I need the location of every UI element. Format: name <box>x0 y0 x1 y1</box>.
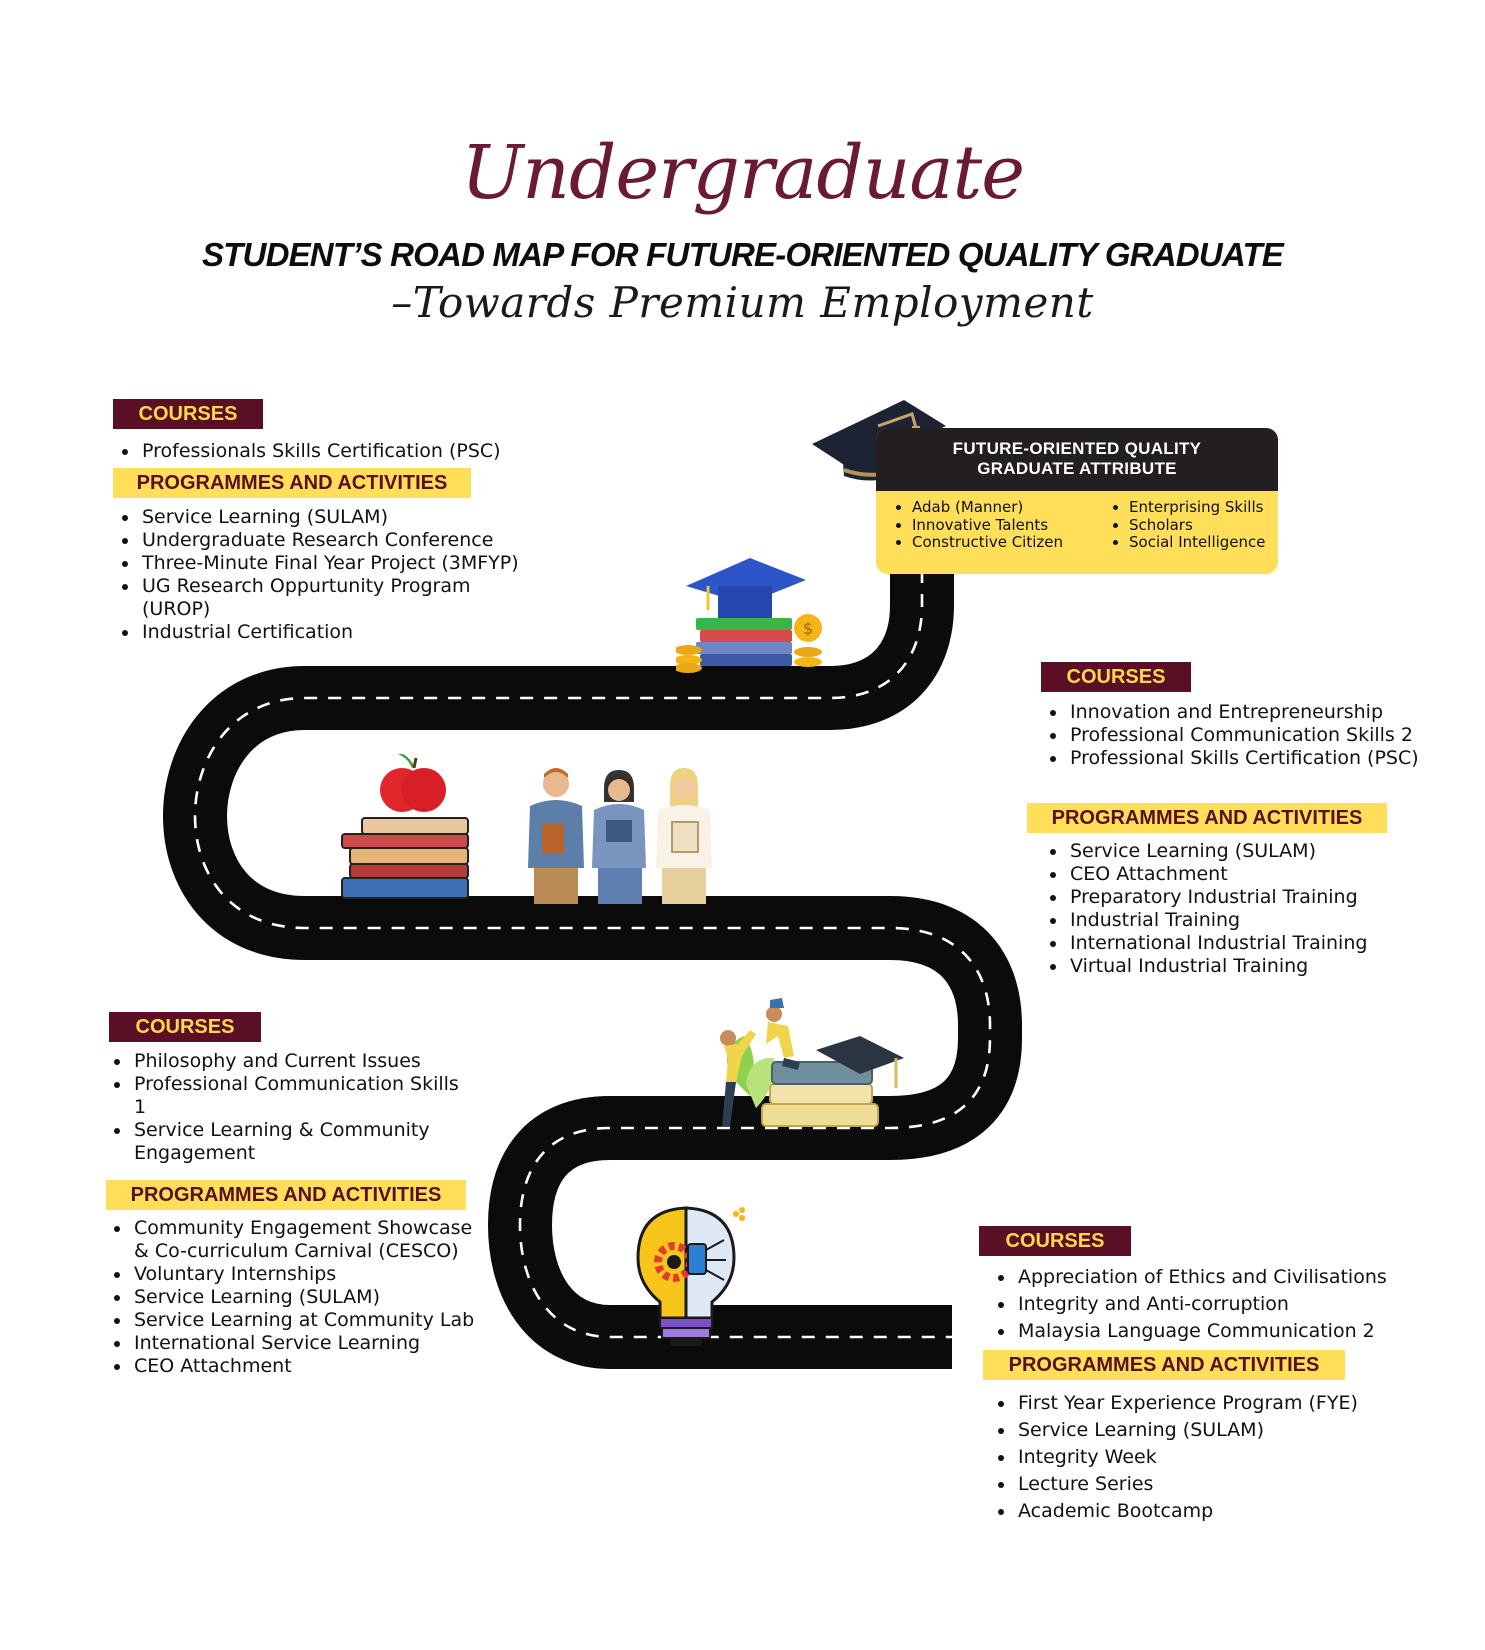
list-item: • International Service Learning <box>132 1332 492 1355</box>
apple-books-icon <box>336 748 492 902</box>
attribute-item: • Adab (Manner) <box>912 499 1111 517</box>
attribute-list-right <box>1111 499 1266 552</box>
list-item: • Professional Communication Skills 1 <box>132 1073 462 1119</box>
list-item: • Service Learning (SULAM) <box>132 1286 492 1309</box>
list-item: • Malaysia Language Communication 2 <box>1016 1318 1456 1345</box>
list-item: • Philosophy and Current Issues <box>132 1050 462 1073</box>
books-coins-icon <box>676 556 826 674</box>
programmes-heading: PROGRAMMES AND ACTIVITIES <box>983 1350 1345 1380</box>
list-item: • Industrial Training <box>1068 909 1468 932</box>
list-item: • Community Engagement Showcase & Co-curriculum Carnival (CESCO) <box>132 1217 492 1263</box>
svg-text:$: $ <box>802 619 814 638</box>
attribute-item: • Scholars <box>1129 517 1266 535</box>
programmes-list <box>990 1390 1456 1525</box>
programmes-heading: PROGRAMMES AND ACTIVITIES <box>1027 803 1387 833</box>
programmes-list <box>114 506 540 644</box>
programmes-list <box>106 1217 492 1378</box>
list-item: • Service Learning (SULAM) <box>1016 1417 1456 1444</box>
programmes-list <box>1042 840 1468 978</box>
list-item: • Professional Communication Skills 2 <box>1068 724 1458 747</box>
list-item: • Integrity Week <box>1016 1444 1456 1471</box>
list-item: • Service Learning at Community Lab <box>132 1309 492 1332</box>
courses-list <box>1042 701 1458 770</box>
climbing-people-icon <box>690 996 906 1134</box>
attribute-heading <box>876 428 1278 491</box>
page-subtitle: –Towards Premium Employment <box>391 278 1094 327</box>
students-group-icon <box>516 768 722 906</box>
attribute-heading-line1: FUTURE-ORIENTED QUALITY <box>952 439 1202 458</box>
list-item: • Innovation and Entrepreneurship <box>1068 701 1458 724</box>
courses-list <box>990 1264 1456 1345</box>
script-title: Undergraduate <box>460 130 1025 216</box>
list-item: • Three-Minute Final Year Project (3MFYP) <box>140 552 540 575</box>
page-title: STUDENT’S ROAD MAP FOR FUTURE-ORIENTED QUALITY GRADUATE <box>201 236 1284 273</box>
list-item: • Preparatory Industrial Training <box>1068 886 1468 909</box>
courses-list <box>106 1050 462 1165</box>
graduate-attribute-box <box>876 428 1278 574</box>
courses-heading: COURSES <box>979 1226 1131 1256</box>
programmes-heading: PROGRAMMES AND ACTIVITIES <box>113 468 471 498</box>
list-item: • Academic Bootcamp <box>1016 1498 1456 1525</box>
attribute-heading-line2: GRADUATE ATTRIBUTE <box>977 459 1177 478</box>
attribute-item: • Social Intelligence <box>1129 534 1266 552</box>
list-item: • Service Learning (SULAM) <box>1068 840 1468 863</box>
list-item: • Service Learning (SULAM) <box>140 506 540 529</box>
attribute-list-left <box>894 499 1111 552</box>
list-item: • Service Learning & Community Engagement <box>132 1119 462 1165</box>
list-item: • Integrity and Anti-corruption <box>1016 1291 1456 1318</box>
list-item: • UG Research Oppurtunity Program (UROP) <box>140 575 540 621</box>
list-item: • First Year Experience Program (FYE) <box>1016 1390 1456 1417</box>
courses-heading: COURSES <box>113 399 263 429</box>
courses-heading: COURSES <box>109 1012 261 1042</box>
courses-list <box>114 440 560 463</box>
list-item: • Voluntary Internships <box>132 1263 492 1286</box>
lightbulb-gear-icon <box>630 1200 750 1350</box>
list-item: • Industrial Certification <box>140 621 540 644</box>
attribute-item: • Innovative Talents <box>912 517 1111 535</box>
list-item: • Appreciation of Ethics and Civilisations <box>1016 1264 1456 1291</box>
list-item: • Undergraduate Research Conference <box>140 529 540 552</box>
attribute-item: • Constructive Citizen <box>912 534 1111 552</box>
courses-heading: COURSES <box>1041 662 1191 692</box>
list-item: • International Industrial Training <box>1068 932 1468 955</box>
list-item: • CEO Attachment <box>132 1355 492 1378</box>
list-item: • Professional Skills Certification (PSC) <box>1068 747 1458 770</box>
list-item: • Professionals Skills Certification (PSC) <box>140 440 560 463</box>
attribute-item: • Enterprising Skills <box>1129 499 1266 517</box>
list-item: • Lecture Series <box>1016 1471 1456 1498</box>
programmes-heading: PROGRAMMES AND ACTIVITIES <box>106 1180 466 1210</box>
list-item: • Virtual Industrial Training <box>1068 955 1468 978</box>
list-item: • CEO Attachment <box>1068 863 1468 886</box>
